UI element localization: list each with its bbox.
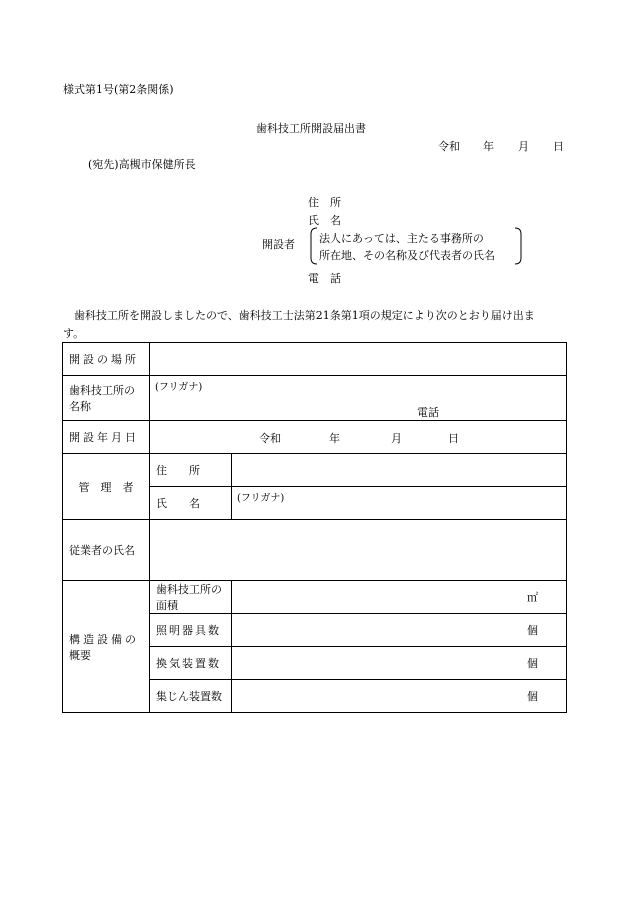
date-month-label: 月 xyxy=(518,140,529,153)
manager-label: 管 理 者 xyxy=(78,480,134,494)
dust-label-cell xyxy=(150,680,232,713)
area-label-1: 歯科技工所の xyxy=(156,583,222,596)
body-text-line2: す。 xyxy=(63,327,85,340)
manager-name-label: 氏 名 xyxy=(156,497,200,510)
manager-address-label-cell xyxy=(150,454,232,487)
manager-furigana: (フリガナ) xyxy=(237,493,285,504)
open-date-label: 開設年月日 xyxy=(69,431,139,444)
registration-table xyxy=(62,342,567,713)
applicant-name-label: 氏 名 xyxy=(308,214,341,227)
lab-name-label-cell xyxy=(63,376,150,421)
employees-input[interactable] xyxy=(150,520,567,581)
corporate-note-bracket xyxy=(310,227,522,265)
lab-name-label-1: 歯科技工所の xyxy=(69,384,135,397)
manager-address-label: 住 所 xyxy=(156,464,200,477)
manager-label-cell xyxy=(63,454,150,520)
addressee: (宛先)高槻市保健所長 xyxy=(88,158,196,171)
location-label: 開設の場所 xyxy=(69,353,139,366)
employees-label: 従業者の氏名 xyxy=(69,544,135,557)
area-label-cell xyxy=(150,581,232,614)
ventilation-input[interactable] xyxy=(232,647,567,680)
location-label-cell xyxy=(63,343,150,376)
lighting-input[interactable] xyxy=(232,614,567,647)
ventilation-unit: 個 xyxy=(527,657,538,670)
lighting-label: 照明器具数 xyxy=(156,624,221,637)
applicant-phone-label: 電 話 xyxy=(308,272,341,285)
ventilation-label-cell xyxy=(150,647,232,680)
manager-address-input[interactable] xyxy=(232,454,567,487)
manager-name-label-cell xyxy=(150,487,232,520)
structure-label-1: 構造設備の xyxy=(69,632,139,646)
structure-label-cell xyxy=(63,581,150,713)
open-date-day: 日 xyxy=(448,432,459,445)
lab-name-input[interactable] xyxy=(150,376,567,421)
body-text-line1: 歯科技工所を開設しましたので、歯科技工士法第21条第1項の規定により次のとおり届け出ま xyxy=(74,309,535,322)
ventilation-label: 換気装置数 xyxy=(156,657,221,670)
open-date-label-cell xyxy=(63,421,150,454)
date-year-label: 年 xyxy=(483,140,494,153)
dust-unit: 個 xyxy=(527,690,538,703)
employees-label-cell xyxy=(63,520,150,581)
date-era: 令和 xyxy=(438,140,460,153)
date-day-label: 日 xyxy=(553,140,564,153)
manager-name-input[interactable] xyxy=(232,487,567,520)
location-input[interactable] xyxy=(150,343,567,376)
corporate-note-line2: 所在地、その名称及び代表者の氏名 xyxy=(319,249,495,262)
area-unit: ㎡ xyxy=(527,591,538,604)
dust-input[interactable] xyxy=(232,680,567,713)
document-title: 歯科技工所開設届出書 xyxy=(256,122,366,135)
form-number: 様式第1号(第2条関係) xyxy=(63,83,174,96)
area-label-2: 面積 xyxy=(156,599,178,612)
lab-phone-label: 電話 xyxy=(417,406,439,419)
dust-label: 集じん装置数 xyxy=(156,690,222,703)
applicant-address-label: 住 所 xyxy=(308,196,341,209)
lighting-unit: 個 xyxy=(527,624,538,637)
open-date-input[interactable] xyxy=(150,421,567,454)
structure-label-2: 概要 xyxy=(69,648,91,662)
area-input[interactable] xyxy=(232,581,567,614)
lab-name-furigana: (フリガナ) xyxy=(155,382,203,393)
open-date-month: 月 xyxy=(391,432,402,445)
lab-name-label-2: 名称 xyxy=(69,400,91,413)
founder-label: 開設者 xyxy=(262,238,295,251)
lighting-label-cell xyxy=(150,614,232,647)
open-date-era: 令和 xyxy=(259,432,281,445)
corporate-note-line1: 法人にあっては、主たる事務所の xyxy=(319,232,484,245)
open-date-year: 年 xyxy=(329,432,340,445)
